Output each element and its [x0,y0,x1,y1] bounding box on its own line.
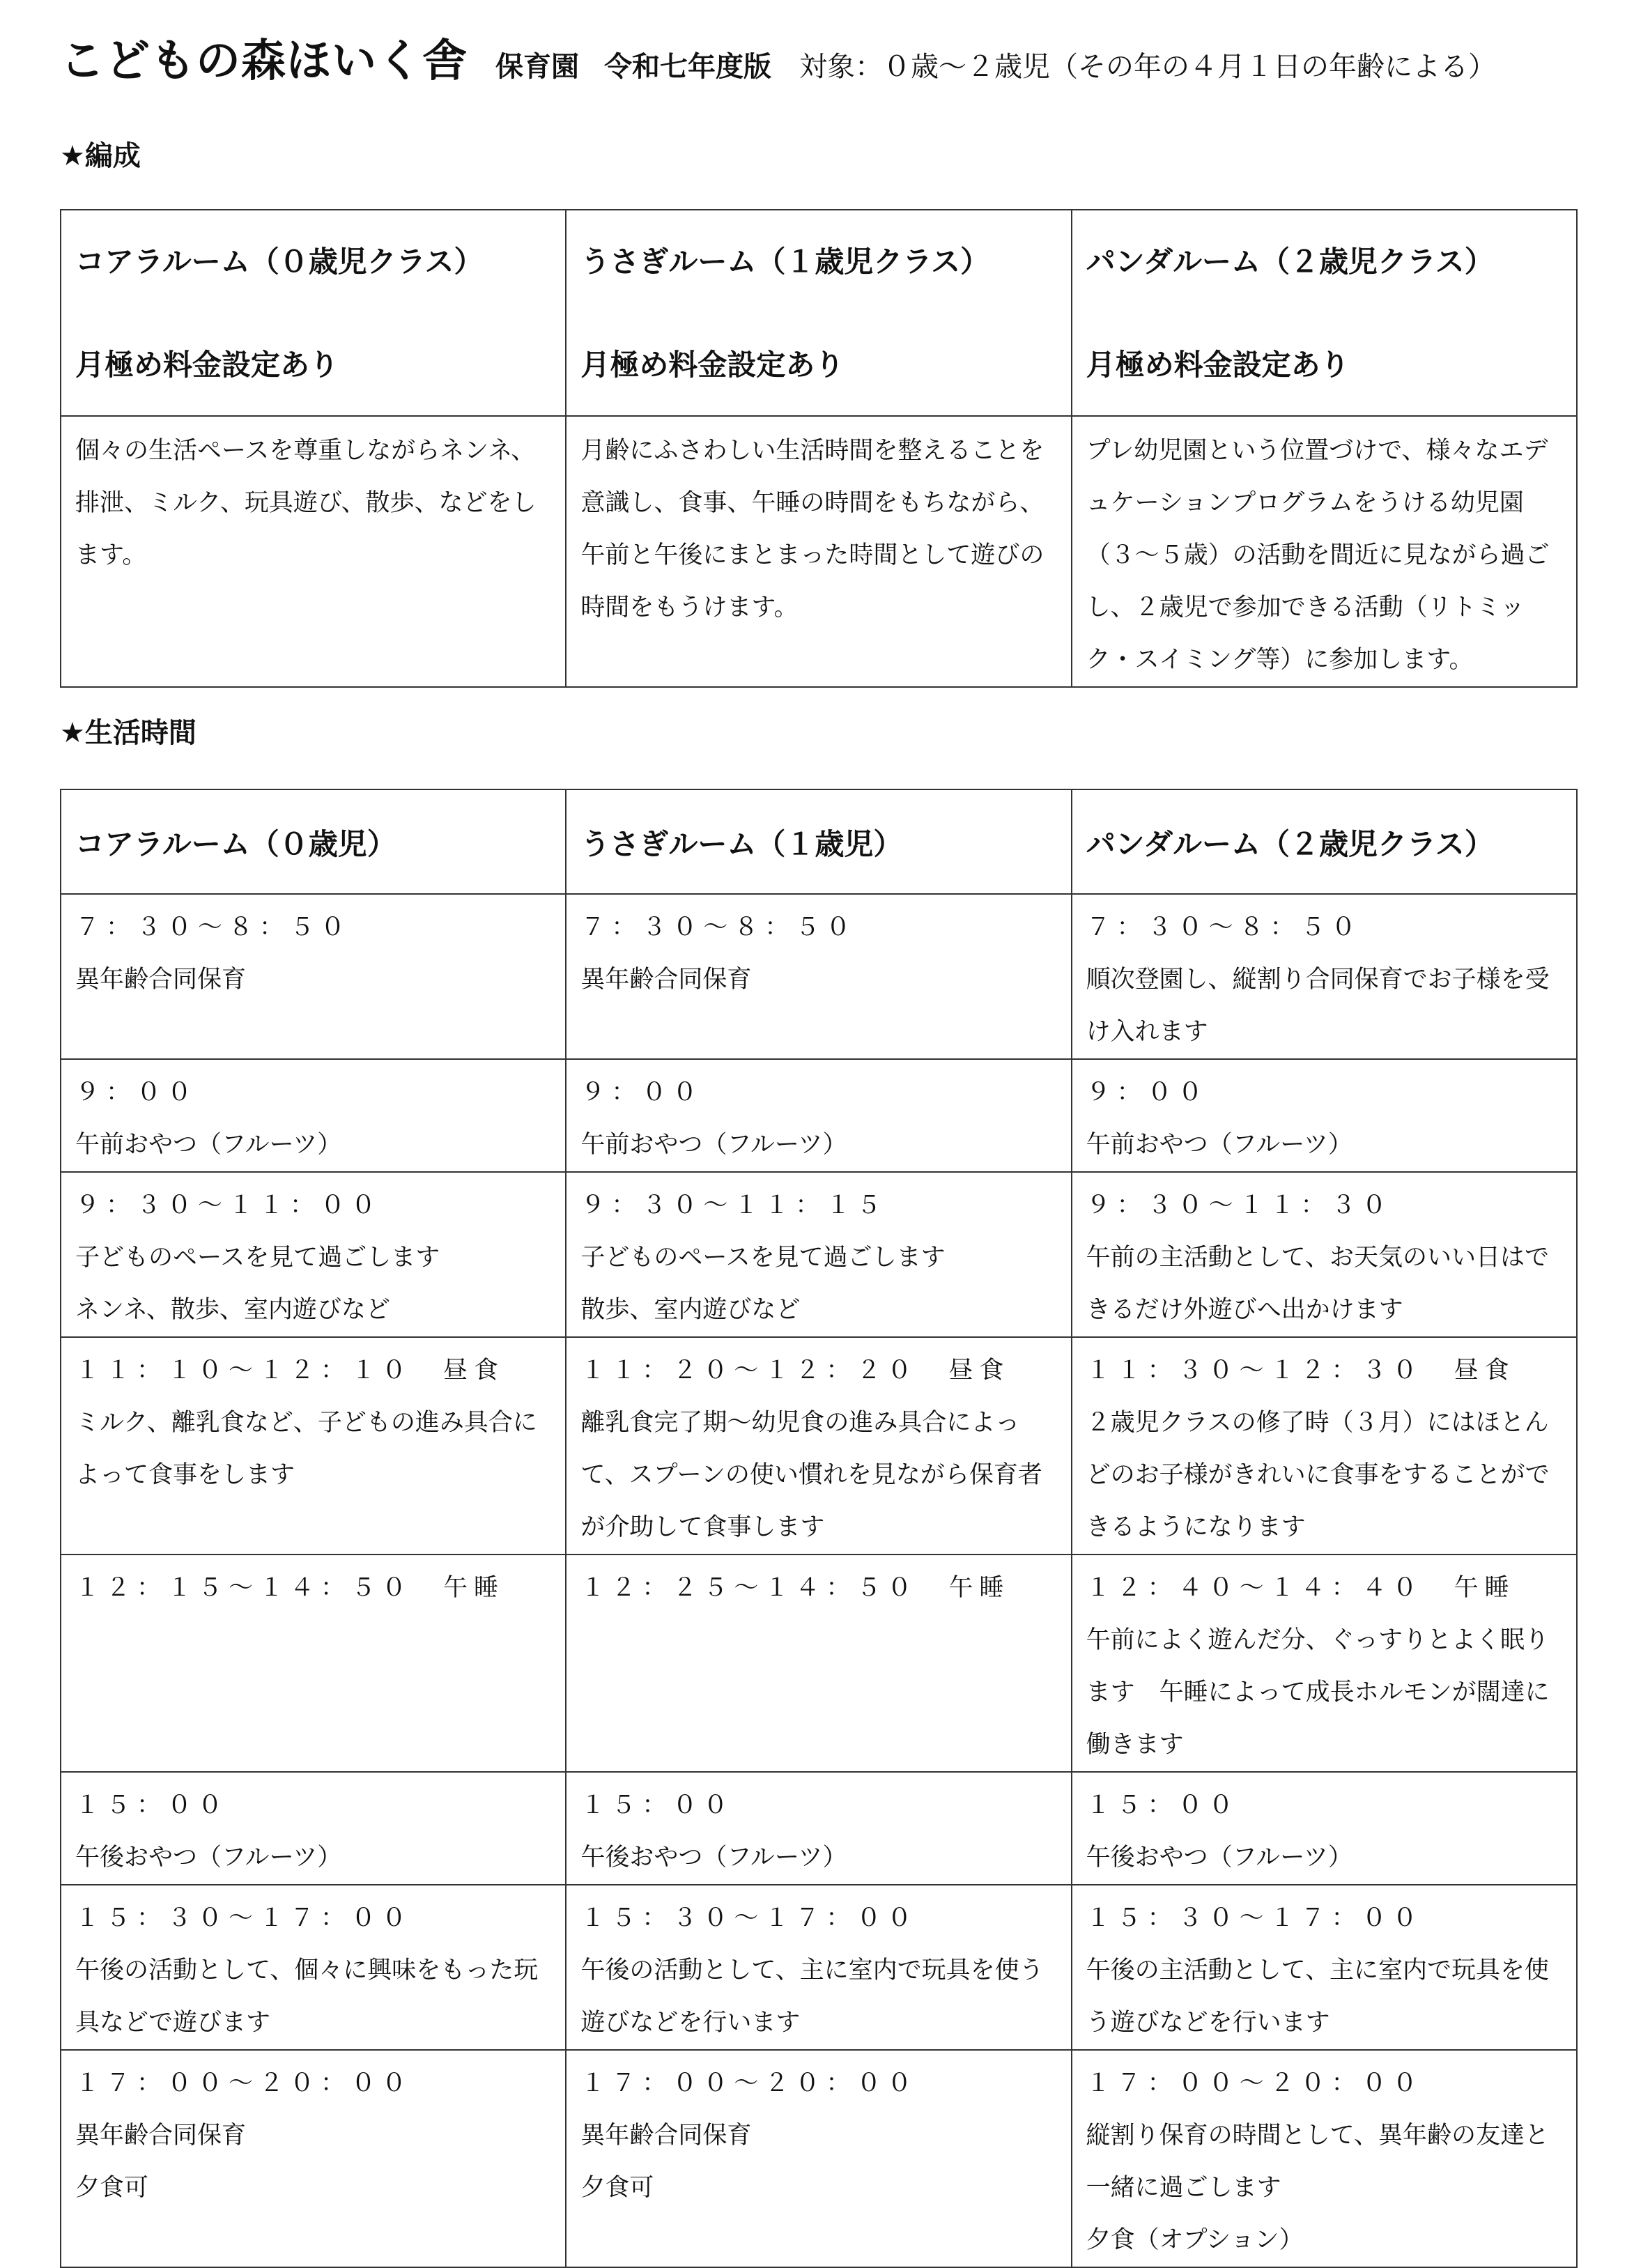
class-description: 月齢にふさわしい生活時間を整えることを意識し、食事、午睡の時間をもちながら、午前と午後にまとまった時間として遊びの時間をもうけます。 [580,437,1045,622]
time-slot: １７：００～２０：００ [75,2069,413,2097]
edition-label: 令和七年度版 [604,51,771,83]
time-slot: ７：３０～８：５０ [1086,913,1362,941]
schedule-cell [566,1555,1071,1772]
schedule-row [61,1772,1577,1885]
time-slot: １１：２０～１２：２０ 昼食 [580,1357,1010,1384]
activity-text: 午前おやつ（フルーツ） [1086,1131,1352,1159]
activity-text: 午後おやつ（フルーツ） [580,1844,847,1872]
time-slot: １７：００～２０：００ [580,2069,918,2097]
time-slot: １５：００ [580,1791,734,1819]
section-title-organization: ★編成 [60,140,141,172]
time-slot: ７：３０～８：５０ [75,913,352,941]
time-slot: １５：００ [1086,1791,1240,1819]
schedule-cell [61,2050,566,2267]
schedule-cell [1072,1555,1577,1772]
schedule-row [61,1885,1577,2050]
schedule-cell [61,1337,566,1555]
activity-text: 縦割り保育の時間として、異年齢の友達と一緒に過ごします [1086,2122,1549,2202]
schedule-cell [1072,894,1577,1059]
schedule-row [61,1059,1577,1172]
schedule-row [61,1172,1577,1337]
organization-header-row [61,210,1577,416]
schedule-cell [566,1172,1071,1337]
time-slot: ９：３０～１１：００ [75,1191,383,1219]
activity-text: 異年齢合同保育 [75,966,247,994]
schedule-table [60,789,1578,2268]
class-description-cell [566,416,1071,687]
column-title: パンダルーム（２歳児クラス） [1086,827,1494,861]
schedule-cell [1072,1172,1577,1337]
schedule-cell [566,1772,1071,1885]
time-slot: １５：３０～１７：００ [1086,1904,1424,1932]
target-age-note: 対象：０歳～２歳児（その年の４月１日の年齢による） [799,51,1496,83]
document-header [60,25,1496,89]
time-slot: １２：２５～１４：５０ 午睡 [580,1574,1010,1602]
schedule-header-row [61,789,1577,894]
activity-text: 午前おやつ（フルーツ） [75,1131,342,1159]
time-slot: １１：３０～１２：３０ 昼食 [1086,1357,1516,1384]
class-fee-note: 月極め料金設定あり [75,348,339,382]
schedule-cell [1072,1059,1577,1172]
class-cell-koala [61,210,566,416]
activity-text: 午前の主活動として、お天気のいい日はできるだけ外遊びへ出かけます [1086,1244,1549,1324]
activity-text: 午前おやつ（フルーツ） [580,1131,847,1159]
time-slot: ９：３０～１１：３０ [1086,1191,1393,1219]
schedule-row [61,2050,1577,2267]
schedule-row [61,894,1577,1059]
schedule-cell [566,1059,1071,1172]
activity-text: ネンネ、散歩、室内遊びなど [75,1296,390,1324]
activity-text: 順次登園し、縦割り合同保育でお子様を受け入れます [1086,966,1550,1046]
class-fee-note: 月極め料金設定あり [580,348,845,382]
time-slot: １２：４０～１４：４０ 午睡 [1086,1574,1516,1602]
activity-text: 夕食可 [580,2174,654,2202]
class-cell-panda [1072,210,1577,416]
column-title: コアラルーム（０歳児） [75,827,396,861]
schedule-cell [61,1172,566,1337]
activity-text: 午後の活動として、主に室内で玩具を使う遊びなどを行います [580,1957,1044,2037]
class-name: コアラルーム（０歳児クラス） [75,245,484,279]
time-slot: １５：３０～１７：００ [580,1904,918,1932]
schedule-column-header [61,789,566,894]
activity-text: 異年齢合同保育 [580,966,752,994]
schedule-cell [61,894,566,1059]
activity-text: 午前によく遊んだ分、ぐっすりとよく眠ります 午睡によって成長ホルモンが闊達に働きます [1086,1626,1550,1759]
schedule-cell [61,1885,566,2050]
schedule-cell [1072,1772,1577,1885]
activity-text: 異年齢合同保育 [580,2122,752,2150]
schedule-column-header [1072,789,1577,894]
schedule-cell [1072,1885,1577,2050]
class-cell-usagi [566,210,1071,416]
schedule-cell [566,1337,1071,1555]
schedule-cell [566,2050,1071,2267]
schedule-column-header [566,789,1071,894]
activity-text: 午後おやつ（フルーツ） [75,1844,342,1872]
schedule-cell [1072,1337,1577,1555]
time-slot: １５：３０～１７：００ [75,1904,413,1932]
activity-text: 午後の主活動として、主に室内で玩具を使う遊びなどを行います [1086,1957,1549,2037]
activity-text: 離乳食完了期～幼児食の進み具合によって、スプーンの使い慣れを見ながら保育者が介助して食事します [580,1409,1042,1541]
class-fee-note: 月極め料金設定あり [1086,348,1350,382]
schedule-cell [61,1059,566,1172]
activity-text: ２歳児クラスの修了時（３月）にはほとんどのお子様がきれいに食事をすることができるようになります [1086,1409,1550,1541]
time-slot: １２：１５～１４：５０ 午睡 [75,1574,505,1602]
time-slot: ９：３０～１１：１５ [580,1191,888,1219]
time-slot: ９：００ [1086,1079,1209,1106]
schedule-row [61,1555,1577,1772]
class-description-cell [1072,416,1577,687]
activity-text: 散歩、室内遊びなど [580,1296,801,1324]
column-title: うさぎルーム（１歳児） [580,827,903,861]
schedule-cell [1072,2050,1577,2267]
class-name: うさぎルーム（１歳児クラス） [580,245,990,279]
time-slot: １７：００～２０：００ [1086,2069,1424,2097]
activity-text: 子どものペースを見て過ごします [580,1244,946,1272]
schedule-cell [566,1885,1071,2050]
time-slot: ９：００ [75,1079,199,1106]
class-description-cell [61,416,566,687]
section-title-schedule: ★生活時間 [60,717,196,749]
activity-text: 午後の活動として、個々に興味をもった玩具などで遊びます [75,1957,539,2037]
organization-table [60,209,1578,688]
class-name: パンダルーム（２歳児クラス） [1086,245,1494,279]
time-slot: １１：１０～１２：１０ 昼食 [75,1357,505,1384]
schedule-cell [61,1555,566,1772]
activity-text: 夕食（オプション） [1086,2226,1304,2254]
schedule-row [61,1337,1577,1555]
organization-description-row [61,416,1577,687]
class-description: 個々の生活ペースを尊重しながらネンネ、排泄、ミルク、玩具遊び、散歩、などをします。 [75,437,537,569]
time-slot: ７：３０～８：５０ [580,913,857,941]
schedule-cell [61,1772,566,1885]
facility-type: 保育園 [495,51,579,83]
time-slot: １５：００ [75,1791,229,1819]
activity-text: ミルク、離乳食など、子どもの進み具合によって食事をします [75,1409,537,1489]
activity-text: 子どものペースを見て過ごします [75,1244,440,1272]
schedule-cell [566,894,1071,1059]
nursery-name: こどもの森ほいく舎 [60,36,468,87]
activity-text: 夕食可 [75,2174,149,2202]
activity-text: 午後おやつ（フルーツ） [1086,1844,1352,1872]
activity-text: 異年齢合同保育 [75,2122,247,2150]
time-slot: ９：００ [580,1079,704,1106]
class-description: プレ幼児園という位置づけで、様々なエデュケーションプログラムをうける幼児園（３～５歳）の活動を間近に見ながら過ごし、２歳児で参加できる活動（リトミック・スイミング等）に参加します。 [1086,437,1550,674]
